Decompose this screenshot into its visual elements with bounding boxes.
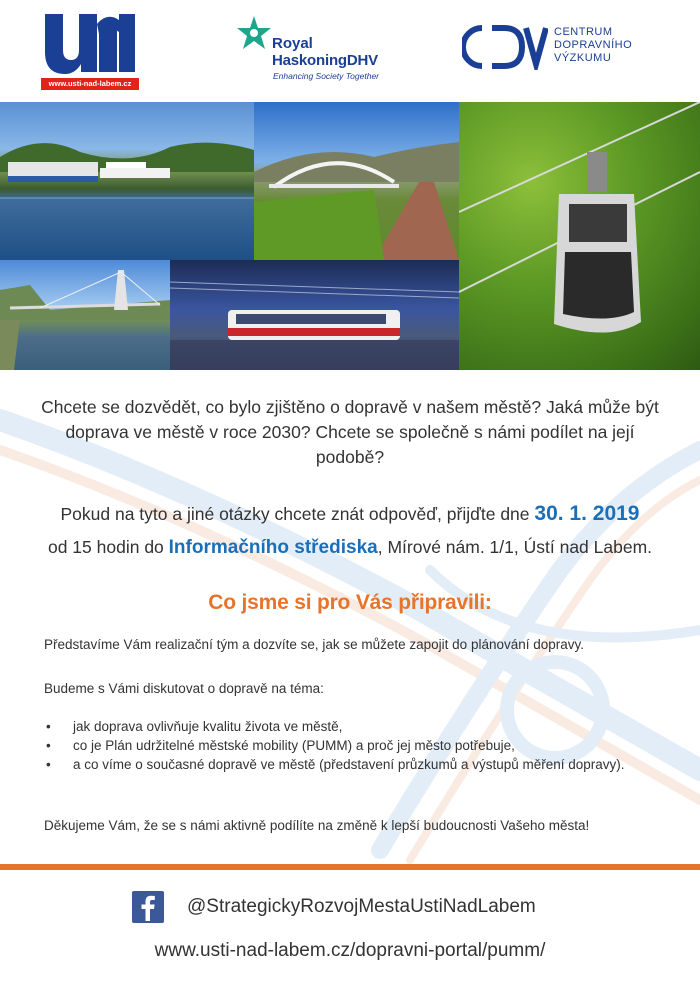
invite-part1: Pokud na tyto a jiné otázky chcete znát odpověď, přijďte dne bbox=[60, 504, 535, 524]
bridge-illustration bbox=[254, 102, 459, 260]
section-title: Co jsme si pro Vás připravili: bbox=[208, 591, 492, 614]
website-link[interactable]: www.usti-nad-labem.cz/dopravni-portal/pumm/ bbox=[154, 940, 546, 961]
list-item-text: co je Plán udržitelné městské mobility (PUMM) a proč jej město potřebuje, bbox=[73, 738, 515, 753]
paragraph-discussion: Budeme s Vámi diskutovat o dopravě na téma: bbox=[44, 681, 324, 696]
intro-questions: Chcete se dozvědět, co bylo zjištěno o dopravě v našem městě? Jaká může být doprava ve městě v roce 2030? Chcete se společně s námi podílet na její podobě? bbox=[41, 397, 659, 467]
list-item-text: jak doprava ovlivňuje kvalitu života ve městě, bbox=[73, 719, 343, 734]
cdv-mark bbox=[462, 24, 548, 70]
bullet-icon: • bbox=[46, 757, 51, 772]
paragraph-thanks: Děkujeme Vám, že se s námi aktivně podílíte na změně k lepší budoucnosti Vašeho města! bbox=[44, 818, 590, 833]
invite-part3: , Mírové nám. 1/1, Ústí nad Labem. bbox=[377, 537, 653, 557]
invite-part2: od 15 hodin do bbox=[47, 537, 169, 557]
cdv-line1: CENTRUM bbox=[554, 26, 613, 38]
photo-collage bbox=[0, 102, 700, 370]
trolleybus-illustration bbox=[170, 260, 459, 370]
rhdv-tagline: Enhancing Society Together bbox=[273, 71, 380, 81]
list-item-text: a co víme o současné dopravě ve městě (představení průzkumů a výstupů měření dopravy). bbox=[73, 757, 625, 772]
list-item bbox=[44, 755, 654, 774]
photo-cable-bridge bbox=[0, 260, 170, 370]
event-date: 30. 1. 2019 bbox=[534, 502, 640, 525]
facebook-icon[interactable] bbox=[132, 891, 164, 923]
paragraph-team: Představíme Vám realizační tým a dozvíte se, jak se můžete zapojit do plánování dopravy. bbox=[44, 637, 585, 652]
usti-logo-url[interactable]: www.usti-nad-labem.cz bbox=[41, 78, 139, 90]
rhdv-line1: Royal bbox=[272, 35, 313, 52]
event-place: Informačního střediska bbox=[168, 537, 378, 558]
bullet-icon: • bbox=[46, 719, 51, 734]
rhdv-star-icon bbox=[234, 14, 274, 58]
photo-arch-bridge bbox=[254, 102, 459, 260]
list-item bbox=[44, 736, 654, 755]
topic-list bbox=[44, 717, 654, 774]
royal-haskoning-logo bbox=[232, 14, 402, 86]
photo-cable-car bbox=[459, 102, 700, 370]
cdv-wordmark bbox=[554, 26, 632, 65]
invitation-text bbox=[30, 497, 670, 564]
cdv-logo bbox=[462, 24, 672, 74]
facebook-glyph bbox=[132, 891, 164, 923]
cable-bridge-illustration bbox=[0, 260, 170, 370]
rhdv-line2: HaskoningDHV bbox=[272, 52, 378, 69]
bullet-icon: • bbox=[46, 738, 51, 753]
logo-header bbox=[0, 0, 700, 102]
usti-logo-mark bbox=[41, 10, 139, 78]
photo-river-ferry bbox=[0, 102, 254, 260]
list-item bbox=[44, 717, 654, 736]
cdv-line3: VÝZKUMU bbox=[554, 52, 612, 64]
usti-logo bbox=[41, 10, 139, 90]
facebook-handle-link[interactable]: @StrategickyRozvojMestaUstiNadLabem bbox=[187, 896, 536, 917]
ferry-illustration bbox=[0, 102, 254, 260]
cable-car-illustration bbox=[459, 102, 700, 370]
orange-divider bbox=[0, 864, 700, 870]
cdv-line2: DOPRAVNÍHO bbox=[554, 39, 633, 51]
photo-trolleybus bbox=[170, 260, 459, 370]
